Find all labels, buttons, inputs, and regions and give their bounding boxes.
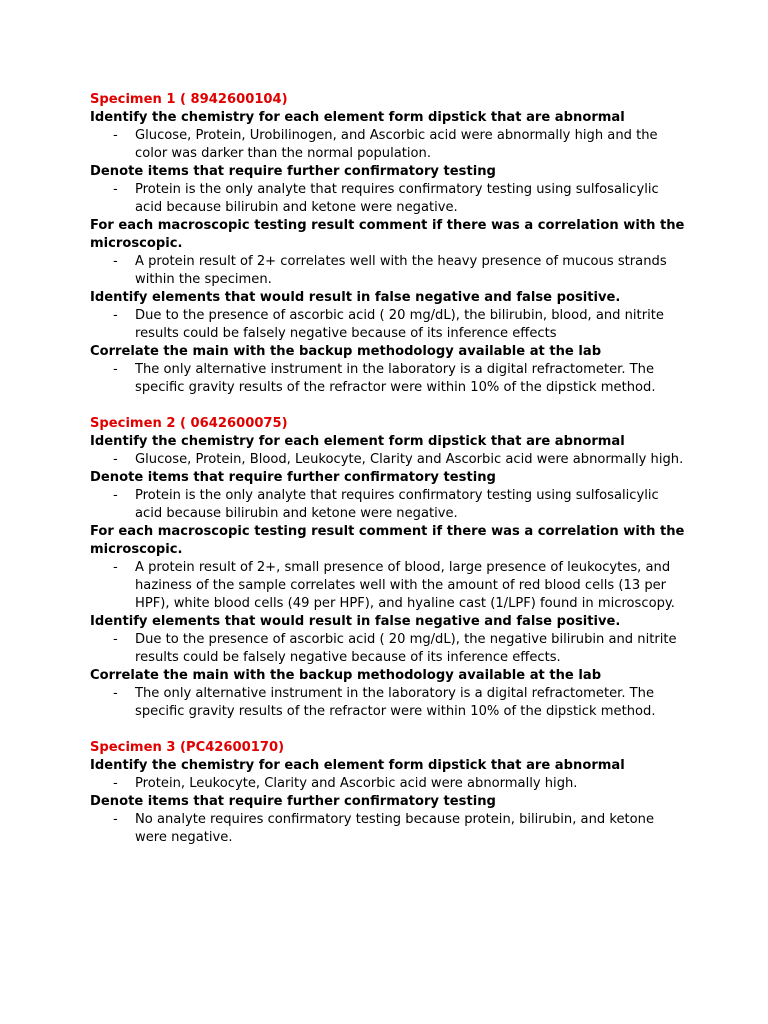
answer-text: The only alternative instrument in the laboratory is a digital refractometer. The specific gravity results of the refractor were within 10% of the dipstick method. <box>135 362 656 395</box>
question-block <box>90 469 690 523</box>
question-heading: Identify the chemistry for each element form dipstick that are abnormal <box>90 434 625 449</box>
answer-bullet <box>90 487 690 523</box>
dash-bullet-marker: - <box>113 182 118 197</box>
question-heading: Identify elements that would result in false negative and false positive. <box>90 614 621 629</box>
question-block <box>90 667 690 721</box>
question-heading: Correlate the main with the backup methodology available at the lab <box>90 668 602 683</box>
answer-bullet <box>90 775 690 793</box>
answer-bullet <box>90 127 690 163</box>
question-block <box>90 793 690 847</box>
question-heading: Denote items that require further confirmatory testing <box>90 794 496 809</box>
question-block <box>90 433 690 469</box>
answer-text: Glucose, Protein, Urobilinogen, and Ascorbic acid were abnormally high and the color was darker than the normal population. <box>135 128 658 161</box>
answer-text: A protein result of 2+, small presence of blood, large presence of leukocytes, and haziness of the sample correlates well with the amount of red blood cells (13 per HPF), white blood cells (49 per HPF), and hyaline cast (1/LPF) found in microscopy. <box>135 560 675 611</box>
question-block <box>90 217 690 289</box>
dash-bullet-marker: - <box>113 812 118 827</box>
dash-bullet-marker: - <box>113 308 118 323</box>
dash-bullet-marker: - <box>113 362 118 377</box>
question-heading: Correlate the main with the backup methodology available at the lab <box>90 344 602 359</box>
answer-text: Due to the presence of ascorbic acid ( 20 mg/dL), the negative bilirubin and nitrite results could be falsely negative because of its inference effects. <box>135 632 677 665</box>
answer-text: Protein is the only analyte that requires confirmatory testing using sulfosalicylic acid because bilirubin and ketone were negative. <box>135 182 659 215</box>
question-block <box>90 109 690 163</box>
question-heading: For each macroscopic testing result comment if there was a correlation with the microscopic. <box>90 218 685 251</box>
dash-bullet-marker: - <box>113 452 118 467</box>
question-heading: Denote items that require further confirmatory testing <box>90 470 496 485</box>
answer-bullet <box>90 181 690 217</box>
question-heading: For each macroscopic testing result comment if there was a correlation with the microscopic. <box>90 524 685 557</box>
answer-bullet <box>90 685 690 721</box>
question-block <box>90 343 690 397</box>
answer-bullet <box>90 559 690 613</box>
specimen-1-section <box>90 91 690 397</box>
question-block <box>90 289 690 343</box>
answer-bullet <box>90 451 690 469</box>
answer-bullet <box>90 631 690 667</box>
answer-text: The only alternative instrument in the laboratory is a digital refractometer. The specific gravity results of the refractor were within 10% of the dipstick method. <box>135 686 656 719</box>
specimen-1-title: Specimen 1 ( 8942600104) <box>90 92 288 107</box>
question-heading: Denote items that require further confirmatory testing <box>90 164 496 179</box>
question-block <box>90 613 690 667</box>
question-block <box>90 163 690 217</box>
specimen-3-title: Specimen 3 (PC42600170) <box>90 740 285 755</box>
question-heading: Identify the chemistry for each element form dipstick that are abnormal <box>90 758 625 773</box>
answer-text: Glucose, Protein, Blood, Leukocyte, Clarity and Ascorbic acid were abnormally high. <box>135 452 684 467</box>
dash-bullet-marker: - <box>113 560 118 575</box>
dash-bullet-marker: - <box>113 776 118 791</box>
specimen-3-section <box>90 739 690 847</box>
specimen-2-section <box>90 415 690 721</box>
question-block <box>90 757 690 793</box>
question-heading: Identify elements that would result in false negative and false positive. <box>90 290 621 305</box>
dash-bullet-marker: - <box>113 254 118 269</box>
answer-text: Protein is the only analyte that requires confirmatory testing using sulfosalicylic acid because bilirubin and ketone were negative. <box>135 488 659 521</box>
answer-bullet <box>90 253 690 289</box>
dash-bullet-marker: - <box>113 686 118 701</box>
specimen-2-title: Specimen 2 ( 0642600075) <box>90 416 288 431</box>
answer-text: No analyte requires confirmatory testing because protein, bilirubin, and ketone were negative. <box>135 812 655 845</box>
answer-bullet <box>90 307 690 343</box>
answer-bullet <box>90 811 690 847</box>
answer-text: Protein, Leukocyte, Clarity and Ascorbic acid were abnormally high. <box>135 776 578 791</box>
answer-text: A protein result of 2+ correlates well with the heavy presence of mucous strands within the specimen. <box>135 254 667 287</box>
dash-bullet-marker: - <box>113 488 118 503</box>
answer-bullet <box>90 361 690 397</box>
document-page <box>90 91 690 865</box>
question-heading: Identify the chemistry for each element form dipstick that are abnormal <box>90 110 625 125</box>
dash-bullet-marker: - <box>113 632 118 647</box>
dash-bullet-marker: - <box>113 128 118 143</box>
answer-text: Due to the presence of ascorbic acid ( 20 mg/dL), the bilirubin, blood, and nitrite results could be falsely negative because of its inference effects <box>135 308 664 341</box>
question-block <box>90 523 690 613</box>
